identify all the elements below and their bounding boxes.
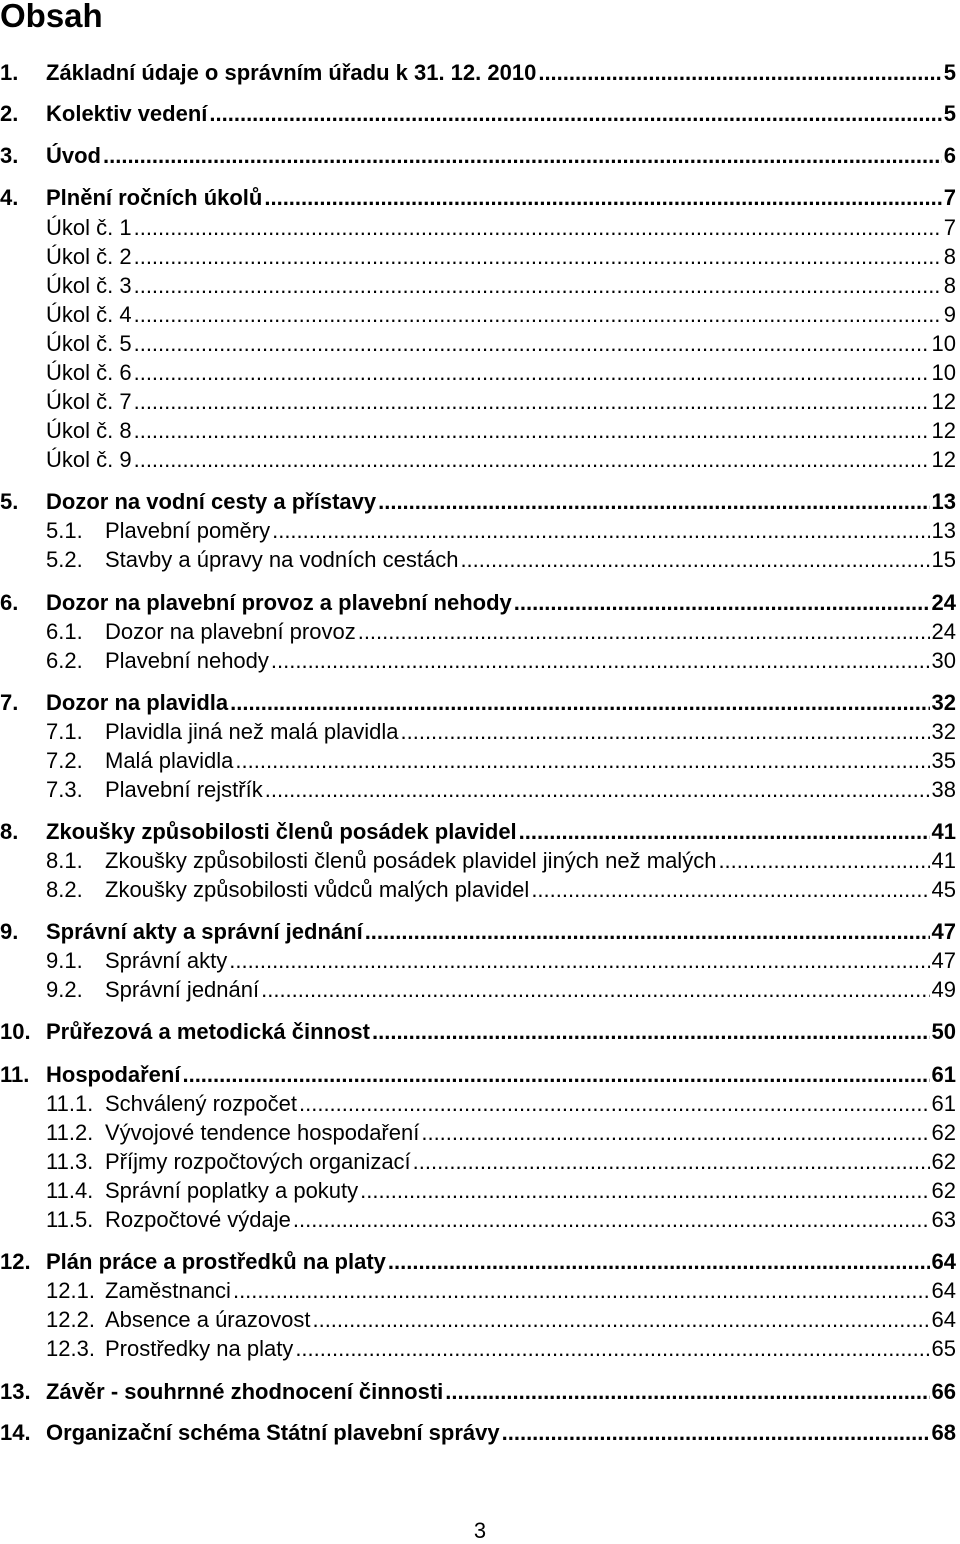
toc-entry-title: Organizační schéma Státní plavební správy [46,1420,500,1445]
toc-entry[interactable] [0,58,956,87]
toc-entry-title: Základní údaje o správním úřadu k 31. 12. 2010 [46,60,537,85]
toc-entry-page: 9 [943,302,956,327]
toc-dot-leader [103,141,942,170]
toc-dot-leader [312,1305,929,1334]
toc-entry-title: Správní poplatky a pokuty [105,1178,359,1203]
toc-entry[interactable] [0,213,956,242]
toc-entry-page: 10 [931,360,956,385]
toc-entry[interactable] [0,1176,956,1205]
toc-entry-title: Příjmy rozpočtových organizací [105,1149,411,1174]
toc-dot-leader [421,1118,929,1147]
toc-entry-title: Stavby a úpravy na vodních cestách [105,547,459,572]
toc-entry-number: 7.2. [46,748,83,773]
toc-dot-leader [293,1205,930,1234]
toc-entry-title: Průřezová a metodická činnost [46,1019,370,1044]
toc-entry-title: Prostředky na platy [105,1336,294,1361]
toc-dot-leader [134,387,930,416]
toc-dot-leader [134,329,930,358]
toc-entry-title: Dozor na vodní cesty a přístavy [46,489,377,514]
toc-entry[interactable] [0,271,956,300]
toc-entry[interactable] [0,817,956,846]
toc-dot-leader [365,917,930,946]
toc-dot-leader [718,846,929,875]
toc-dot-leader [233,1276,930,1305]
toc-entry-number: 4. [0,185,19,210]
toc-dot-leader [134,242,942,271]
toc-entry-number: 7.1. [46,719,83,744]
toc-entry-page: 41 [931,848,956,873]
toc-entry-number: 6.1. [46,619,83,644]
toc-entry-number: 5. [0,489,19,514]
toc-entry-page: 47 [931,948,956,973]
toc-entry-title: Úkol č. 4 [46,302,132,327]
toc-entry[interactable] [0,300,956,329]
toc-dot-leader [519,817,930,846]
toc-dot-leader [264,183,941,212]
toc-entry-title: Úkol č. 5 [46,331,132,356]
toc-entry[interactable] [0,1060,956,1089]
toc-entry-page: 32 [931,719,956,744]
toc-entry-page: 12 [931,418,956,443]
toc-entry[interactable] [0,846,956,875]
toc-entry-page: 50 [931,1019,956,1044]
toc-entry[interactable] [0,1118,956,1147]
toc-entry-number: 6. [0,590,19,615]
toc-entry[interactable] [0,975,956,1004]
toc-entry[interactable] [0,1147,956,1176]
toc-entry[interactable] [0,1305,956,1334]
toc-entry-number: 14. [0,1420,31,1445]
toc-entry[interactable] [0,1017,956,1046]
toc-entry[interactable] [0,875,956,904]
toc-dot-leader [502,1418,930,1447]
toc-entry-title: Dozor na plavidla [46,690,229,715]
toc-entry-number: 8.2. [46,877,83,902]
toc-entry-title: Úkol č. 7 [46,389,132,414]
toc-entry-title: Úkol č. 6 [46,360,132,385]
toc-entry-title: Správní akty a správní jednání [46,919,363,944]
toc-entry-number: 2. [0,101,19,126]
toc-entry-page: 15 [931,547,956,572]
toc-dot-leader [445,1377,929,1406]
toc-entry-title: Úkol č. 2 [46,244,132,269]
toc-entry-page: 64 [931,1307,956,1332]
toc-dot-leader [230,688,929,717]
toc-entry-number: 11.1. [46,1091,94,1116]
toc-entry-title: Zkoušky způsobilosti členů posádek plavidel [46,819,517,844]
toc-entry[interactable] [0,617,956,646]
toc-entry[interactable] [0,516,956,545]
toc-dot-leader [401,717,930,746]
toc-entry-number: 11.3. [46,1149,94,1174]
page-title: Obsah [0,0,103,34]
toc-entry[interactable] [0,1276,956,1305]
toc-entry-page: 68 [931,1420,956,1445]
toc-entry[interactable] [0,775,956,804]
toc-entry-title: Plnění ročních úkolů [46,185,263,210]
toc-entry-page: 13 [931,489,956,514]
toc-entry[interactable] [0,183,956,212]
toc-entry-page: 62 [931,1120,956,1145]
toc-dot-leader [531,875,929,904]
toc-entry-title: Plavební rejstřík [105,777,263,802]
toc-dot-leader [378,487,929,516]
toc-entry[interactable] [0,99,956,128]
toc-dot-leader [134,445,930,474]
toc-entry-page: 7 [943,185,956,210]
toc-dot-leader [413,1147,930,1176]
toc-dot-leader [271,646,930,675]
toc-entry-number: 12.3. [46,1336,95,1361]
toc-entry-page: 5 [943,101,956,126]
toc-entry-number: 9. [0,919,19,944]
toc-entry-page: 5 [943,60,956,85]
toc-entry-number: 12. [0,1249,31,1274]
toc-dot-leader [272,516,929,545]
toc-entry-title: Závěr - souhrnné zhodnocení činnosti [46,1379,444,1404]
toc-entry-page: 7 [943,215,956,240]
toc-entry[interactable] [0,646,956,675]
toc-entry-page: 8 [943,244,956,269]
toc-entry-number: 6.2. [46,648,83,673]
toc-entry-number: 7.3. [46,777,83,802]
toc-entry[interactable] [0,946,956,975]
toc-dot-leader [358,617,930,646]
toc-entry[interactable] [0,141,956,170]
toc-entry-page: 41 [931,819,956,844]
toc-dot-leader [388,1247,930,1276]
toc-entry-title: Plavební poměry [105,518,271,543]
toc-entry-page: 6 [943,143,956,168]
toc-entry-page: 24 [931,590,956,615]
toc-entry-page: 62 [931,1178,956,1203]
toc-entry-title: Dozor na plavební provoz [105,619,356,644]
toc-entry-title: Malá plavidla [105,748,234,773]
toc-entry-number: 5.1. [46,518,83,543]
toc-dot-leader [372,1017,930,1046]
toc-entry[interactable] [0,746,956,775]
toc-entry[interactable] [0,717,956,746]
toc-dot-leader [514,588,930,617]
toc-dot-leader [460,545,929,574]
toc-dot-leader [295,1334,929,1363]
toc-entry[interactable] [0,445,956,474]
toc-entry-page: 24 [931,619,956,644]
toc-dot-leader [360,1176,929,1205]
toc-entry[interactable] [0,1205,956,1234]
toc-entry-title: Úkol č. 9 [46,447,132,472]
toc-entry-title: Schválený rozpočet [105,1091,297,1116]
toc-entry[interactable] [0,1377,956,1406]
toc-entry[interactable] [0,1089,956,1118]
toc-dot-leader [182,1060,929,1089]
toc-entry-page: 66 [931,1379,956,1404]
toc-dot-leader [134,300,942,329]
toc-entry-page: 12 [931,447,956,472]
toc-entry-title: Zkoušky způsobilosti členů posádek plavidel jiných než malých [105,848,717,873]
toc-dot-leader [261,975,929,1004]
toc-entry-title: Plán práce a prostředků na platy [46,1249,386,1274]
toc-entry-title: Hospodaření [46,1062,181,1087]
toc-entry-number: 12.1. [46,1278,95,1303]
toc-entry-number: 11. [0,1062,30,1087]
toc-entry-page: 35 [931,748,956,773]
toc-entry-title: Dozor na plavební provoz a plavební nehody [46,590,512,615]
toc-entry[interactable] [0,545,956,574]
toc-entry-title: Absence a úrazovost [105,1307,311,1332]
toc-entry-page: 61 [931,1091,956,1116]
toc-dot-leader [265,775,930,804]
toc-dot-leader [134,271,942,300]
toc-entry[interactable] [0,329,956,358]
toc-entry-number: 11.2. [46,1120,94,1145]
toc-entry-title: Úvod [46,143,101,168]
toc-entry[interactable] [0,688,956,717]
toc-entry[interactable] [0,387,956,416]
toc-entry-page: 13 [931,518,956,543]
toc-entry[interactable] [0,242,956,271]
toc-entry-page: 64 [931,1249,956,1274]
toc-entry-number: 3. [0,143,19,168]
toc-entry-title: Rozpočtové výdaje [105,1207,291,1232]
toc-entry-title: Úkol č. 1 [46,215,132,240]
toc-entry-number: 7. [0,690,19,715]
toc-entry-page: 65 [931,1336,956,1361]
toc-entry[interactable] [0,917,956,946]
toc-entry-page: 8 [943,273,956,298]
toc-entry-page: 62 [931,1149,956,1174]
page-number: 3 [473,1518,487,1543]
toc-dot-leader [134,213,942,242]
toc-entry-page: 49 [931,977,956,1002]
toc-entry-title: Úkol č. 3 [46,273,132,298]
toc-entry-number: 11.4. [46,1178,94,1203]
toc-dot-leader [229,946,929,975]
toc-entry-page: 63 [931,1207,956,1232]
toc-entry[interactable] [0,1334,956,1363]
toc-entry-number: 8.1. [46,848,83,873]
toc-entry[interactable] [0,358,956,387]
toc-entry-title: Plavební nehody [105,648,269,673]
toc-entry-number: 9.1. [46,948,83,973]
toc-entry-title: Kolektiv vedení [46,101,208,126]
toc-entry-page: 61 [931,1062,956,1087]
toc-entry-title: Správní akty [105,948,228,973]
toc-entry-number: 9.2. [46,977,83,1002]
toc-entry[interactable] [0,1418,956,1447]
toc-entry-page: 10 [931,331,956,356]
toc-entry-title: Správní jednání [105,977,260,1002]
toc-entry-title: Vývojové tendence hospodaření [105,1120,420,1145]
toc-entry-page: 38 [931,777,956,802]
toc-entry-number: 5.2. [46,547,83,572]
toc-entry-page: 45 [931,877,956,902]
toc-entry[interactable] [0,487,956,516]
toc-entry-page: 47 [931,919,956,944]
toc-entry[interactable] [0,1247,956,1276]
toc-entry-number: 10. [0,1019,31,1044]
toc-entry-number: 13. [0,1379,31,1404]
toc-entry[interactable] [0,588,956,617]
toc-entry-page: 30 [931,648,956,673]
toc-dot-leader [134,416,930,445]
toc-entry-title: Zkoušky způsobilosti vůdců malých plavidel [105,877,530,902]
toc-entry-title: Úkol č. 8 [46,418,132,443]
toc-dot-leader [299,1089,930,1118]
toc-dot-leader [209,99,941,128]
toc-dot-leader [235,746,929,775]
toc-entry-page: 32 [931,690,956,715]
toc-entry-number: 8. [0,819,19,844]
toc-entry-page: 64 [931,1278,956,1303]
toc-entry-page: 12 [931,389,956,414]
toc-entry-number: 1. [0,60,19,85]
toc-entry-number: 11.5. [46,1207,94,1232]
toc-entry-title: Zaměstnanci [105,1278,231,1303]
toc-dot-leader [538,58,941,87]
toc-entry-title: Plavidla jiná než malá plavidla [105,719,399,744]
toc-entry[interactable] [0,416,956,445]
toc-dot-leader [134,358,930,387]
toc-entry-number: 12.2. [46,1307,95,1332]
